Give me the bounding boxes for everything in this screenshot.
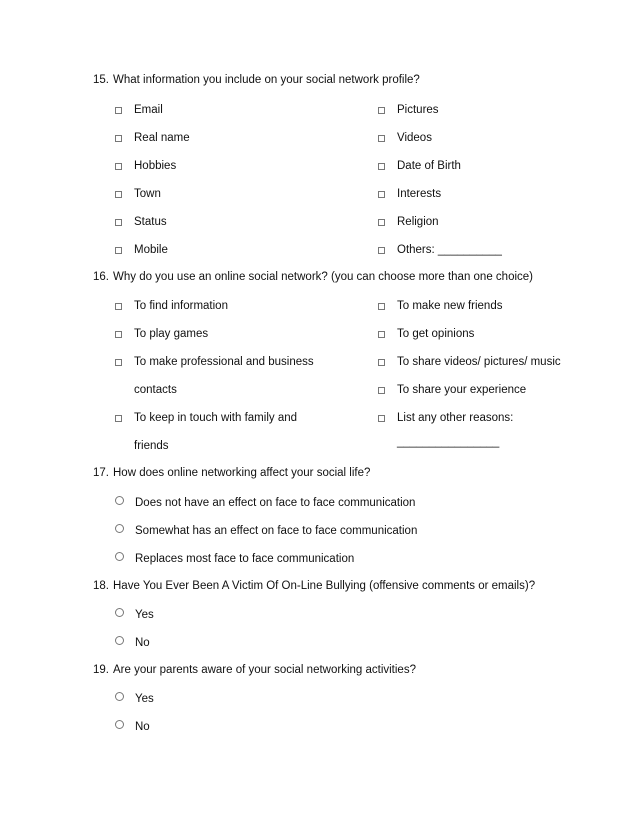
option-label: Real name bbox=[134, 132, 190, 144]
checkbox-icon[interactable] bbox=[378, 387, 385, 394]
option-label: Mobile bbox=[134, 244, 168, 256]
checkbox-option[interactable] bbox=[378, 104, 439, 116]
question-number: 17. bbox=[93, 467, 109, 479]
question-16 bbox=[93, 271, 533, 283]
checkbox-option[interactable] bbox=[115, 412, 297, 424]
question-number: 18. bbox=[93, 580, 109, 592]
question-19 bbox=[93, 664, 416, 676]
option-label: Email bbox=[134, 104, 163, 116]
checkbox-icon[interactable] bbox=[378, 191, 385, 198]
checkbox-option[interactable] bbox=[378, 188, 441, 200]
option-label: Pictures bbox=[397, 104, 439, 116]
question-text: Why do you use an online social network? (you can choose more than one choice) bbox=[113, 271, 533, 283]
question-text: Have You Ever Been A Victim Of On-Line Bullying (offensive comments or emails)? bbox=[113, 580, 536, 592]
option-label: No bbox=[135, 721, 150, 733]
question-15 bbox=[93, 74, 420, 86]
option-label-continuation: friends bbox=[134, 440, 169, 452]
option-label: To share videos/ pictures/ music bbox=[397, 356, 561, 368]
radio-option[interactable] bbox=[115, 525, 417, 537]
option-label: Date of Birth bbox=[397, 160, 461, 172]
radio-icon[interactable] bbox=[115, 552, 124, 561]
option-label: Does not have an effect on face to face communication bbox=[135, 497, 416, 509]
checkbox-icon[interactable] bbox=[378, 135, 385, 142]
checkbox-icon[interactable] bbox=[115, 107, 122, 114]
question-17 bbox=[93, 467, 370, 479]
checkbox-icon[interactable] bbox=[115, 163, 122, 170]
checkbox-icon[interactable] bbox=[378, 107, 385, 114]
checkbox-icon[interactable] bbox=[115, 247, 122, 254]
option-label: To keep in touch with family and bbox=[134, 412, 298, 424]
checkbox-option[interactable] bbox=[378, 328, 474, 340]
checkbox-icon[interactable] bbox=[378, 303, 385, 310]
option-label: To share your experience bbox=[397, 384, 527, 396]
option-label: Videos bbox=[397, 132, 432, 144]
checkbox-icon[interactable] bbox=[378, 163, 385, 170]
question-text: How does online networking affect your social life? bbox=[113, 467, 371, 479]
option-label: Town bbox=[134, 188, 161, 200]
checkbox-option[interactable] bbox=[115, 356, 314, 368]
option-label: To find information bbox=[134, 300, 228, 312]
checkbox-option[interactable] bbox=[115, 188, 161, 200]
checkbox-icon[interactable] bbox=[115, 359, 122, 366]
checkbox-option[interactable] bbox=[378, 384, 526, 396]
checkbox-icon[interactable] bbox=[378, 247, 385, 254]
option-label-continuation: contacts bbox=[134, 384, 177, 396]
checkbox-option[interactable] bbox=[378, 244, 502, 256]
radio-icon[interactable] bbox=[115, 496, 124, 505]
radio-option[interactable] bbox=[115, 553, 354, 565]
option-label: Yes bbox=[135, 609, 154, 621]
question-18 bbox=[93, 580, 535, 592]
option-label: Religion bbox=[397, 216, 439, 228]
question-number: 16. bbox=[93, 271, 109, 283]
option-label: To play games bbox=[134, 328, 209, 340]
option-label: Somewhat has an effect on face to face communication bbox=[135, 525, 418, 537]
checkbox-option[interactable] bbox=[115, 160, 176, 172]
radio-option[interactable] bbox=[115, 609, 154, 621]
checkbox-icon[interactable] bbox=[115, 135, 122, 142]
radio-option[interactable] bbox=[115, 721, 150, 733]
checkbox-icon[interactable] bbox=[115, 331, 122, 338]
question-number: 19. bbox=[93, 664, 109, 676]
radio-icon[interactable] bbox=[115, 608, 124, 617]
radio-option[interactable] bbox=[115, 637, 150, 649]
checkbox-option[interactable] bbox=[115, 244, 168, 256]
checkbox-option[interactable] bbox=[378, 356, 561, 368]
checkbox-option[interactable] bbox=[378, 412, 513, 424]
option-label: Status bbox=[134, 216, 167, 228]
radio-icon[interactable] bbox=[115, 524, 124, 533]
checkbox-option[interactable] bbox=[115, 216, 167, 228]
option-label: No bbox=[135, 637, 150, 649]
checkbox-option[interactable] bbox=[378, 132, 432, 144]
radio-option[interactable] bbox=[115, 497, 415, 509]
question-number: 15. bbox=[93, 74, 109, 86]
checkbox-option[interactable] bbox=[115, 328, 208, 340]
option-label: Others: __________ bbox=[397, 244, 502, 256]
checkbox-icon[interactable] bbox=[115, 219, 122, 226]
option-label: To get opinions bbox=[397, 328, 475, 340]
option-label: To make professional and business bbox=[134, 356, 314, 368]
option-label: Yes bbox=[135, 693, 154, 705]
checkbox-option[interactable] bbox=[378, 300, 502, 312]
option-label: Interests bbox=[397, 188, 442, 200]
checkbox-option[interactable] bbox=[378, 160, 461, 172]
checkbox-icon[interactable] bbox=[115, 303, 122, 310]
checkbox-option[interactable] bbox=[115, 132, 190, 144]
question-text: What information you include on your social network profile? bbox=[113, 74, 420, 86]
option-label: List any other reasons: bbox=[397, 412, 514, 424]
radio-option[interactable] bbox=[115, 693, 154, 705]
checkbox-icon[interactable] bbox=[378, 359, 385, 366]
question-text: Are your parents aware of your social networking activities? bbox=[113, 664, 416, 676]
checkbox-option[interactable] bbox=[115, 104, 163, 116]
radio-icon[interactable] bbox=[115, 720, 124, 729]
checkbox-icon[interactable] bbox=[378, 331, 385, 338]
option-label: Replaces most face to face communication bbox=[135, 553, 355, 565]
checkbox-icon[interactable] bbox=[115, 415, 122, 422]
option-label: To make new friends bbox=[397, 300, 503, 312]
checkbox-icon[interactable] bbox=[115, 191, 122, 198]
checkbox-option[interactable] bbox=[115, 300, 228, 312]
radio-icon[interactable] bbox=[115, 692, 124, 701]
radio-icon[interactable] bbox=[115, 636, 124, 645]
checkbox-option[interactable] bbox=[378, 216, 439, 228]
answer-blank[interactable]: ________________ bbox=[397, 436, 500, 448]
checkbox-icon[interactable] bbox=[378, 219, 385, 226]
option-label: Hobbies bbox=[134, 160, 177, 172]
checkbox-icon[interactable] bbox=[378, 415, 385, 422]
